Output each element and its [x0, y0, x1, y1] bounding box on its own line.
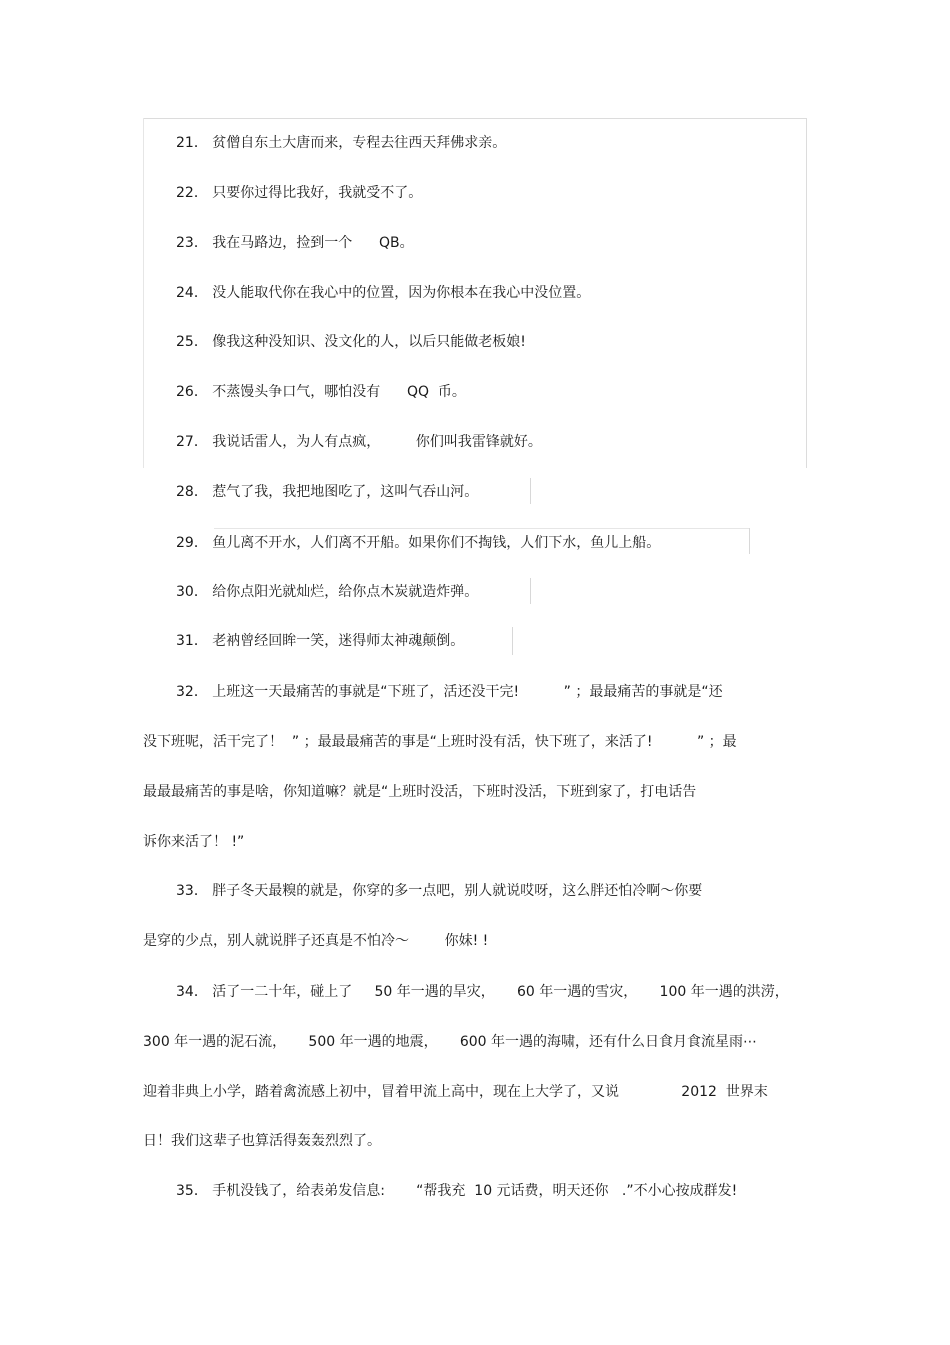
list-item: 25． 像我这种没知识、没文化的人，以后只能做老板娘!	[176, 334, 526, 350]
frame-border-right	[806, 118, 807, 468]
paragraph-33-line: 是穿的少点，别人就说胖子还真是不怕冷～ 你妹! !	[143, 933, 489, 949]
box-border-30	[530, 578, 531, 604]
frame-border-left	[143, 118, 144, 468]
paragraph-34-line: 300 年一遇的泥石流， 500 年一遇的地震， 600 年一遇的海啸，还有什么日食月食流星雨⋯	[143, 1034, 758, 1050]
list-item: 30． 给你点阳光就灿烂，给你点木炭就造炸弹。	[176, 584, 479, 600]
list-item: 21． 贫僧自东土大唐而来，专程去往西天拜佛求亲。	[176, 135, 507, 151]
paragraph-33-line: 33． 胖子冬天最糗的就是，你穿的多一点吧，别人就说哎呀，这么胖还怕冷啊～你要	[176, 883, 703, 899]
list-item: 22． 只要你过得比我好，我就受不了。	[176, 185, 423, 201]
paragraph-34-line: 日！我们这辈子也算活得轰轰烈烈了。	[143, 1133, 381, 1149]
paragraph-34-line: 迎着非典上小学，踏着禽流感上初中，冒着甲流上高中，现在上大学了，又说 2012 世界末	[143, 1084, 768, 1100]
list-item: 28． 惹气了我，我把地图吃了，这叫气吞山河。	[176, 484, 479, 500]
list-item: 26． 不蒸馒头争口气，哪怕没有 QQ 币。	[176, 384, 466, 400]
list-item: 31． 老衲曾经回眸一笑，迷得师太神魂颠倒。	[176, 633, 465, 649]
box-border-29	[749, 528, 750, 554]
paragraph-32-line: 32． 上班这一天最痛苦的事就是“下班了，活还没干完! ” ；最最痛苦的事就是“还	[176, 684, 723, 700]
box-border-29-top	[214, 528, 750, 529]
list-item: 29． 鱼儿离不开水，人们离不开船。如果你们不掏钱，人们下水，鱼儿上船。	[176, 535, 661, 551]
box-border-31	[512, 627, 513, 655]
paragraph-35-line: 35． 手机没钱了，给表弟发信息: “帮我充 10 元话费，明天还你 .”不小心按成群发!	[176, 1183, 738, 1199]
frame-border-top	[143, 118, 807, 119]
list-item: 27． 我说话雷人，为人有点疯， 你们叫我雷锋就好。	[176, 434, 542, 450]
paragraph-34-line: 34． 活了一二十年，碰上了 50 年一遇的旱灾， 60 年一遇的雪灾， 100 年一遇的洪涝，	[176, 984, 789, 1000]
paragraph-32-line: 没下班呢，活干完了！ ” ；最最最痛苦的事是“上班时没有活，快下班了，来活了! ” ；最	[143, 734, 737, 750]
paragraph-32-line: 最最最痛苦的事是啥，你知道嘛？就是“上班时没活，下班时没活，下班到家了，打电话告	[143, 784, 697, 800]
paragraph-32-line: 诉你来活了！ !”	[143, 834, 245, 850]
list-item: 23． 我在马路边，捡到一个 QB。	[176, 235, 414, 251]
list-item: 24． 没人能取代你在我心中的位置，因为你根本在我心中没位置。	[176, 285, 591, 301]
box-border-28	[530, 478, 531, 504]
